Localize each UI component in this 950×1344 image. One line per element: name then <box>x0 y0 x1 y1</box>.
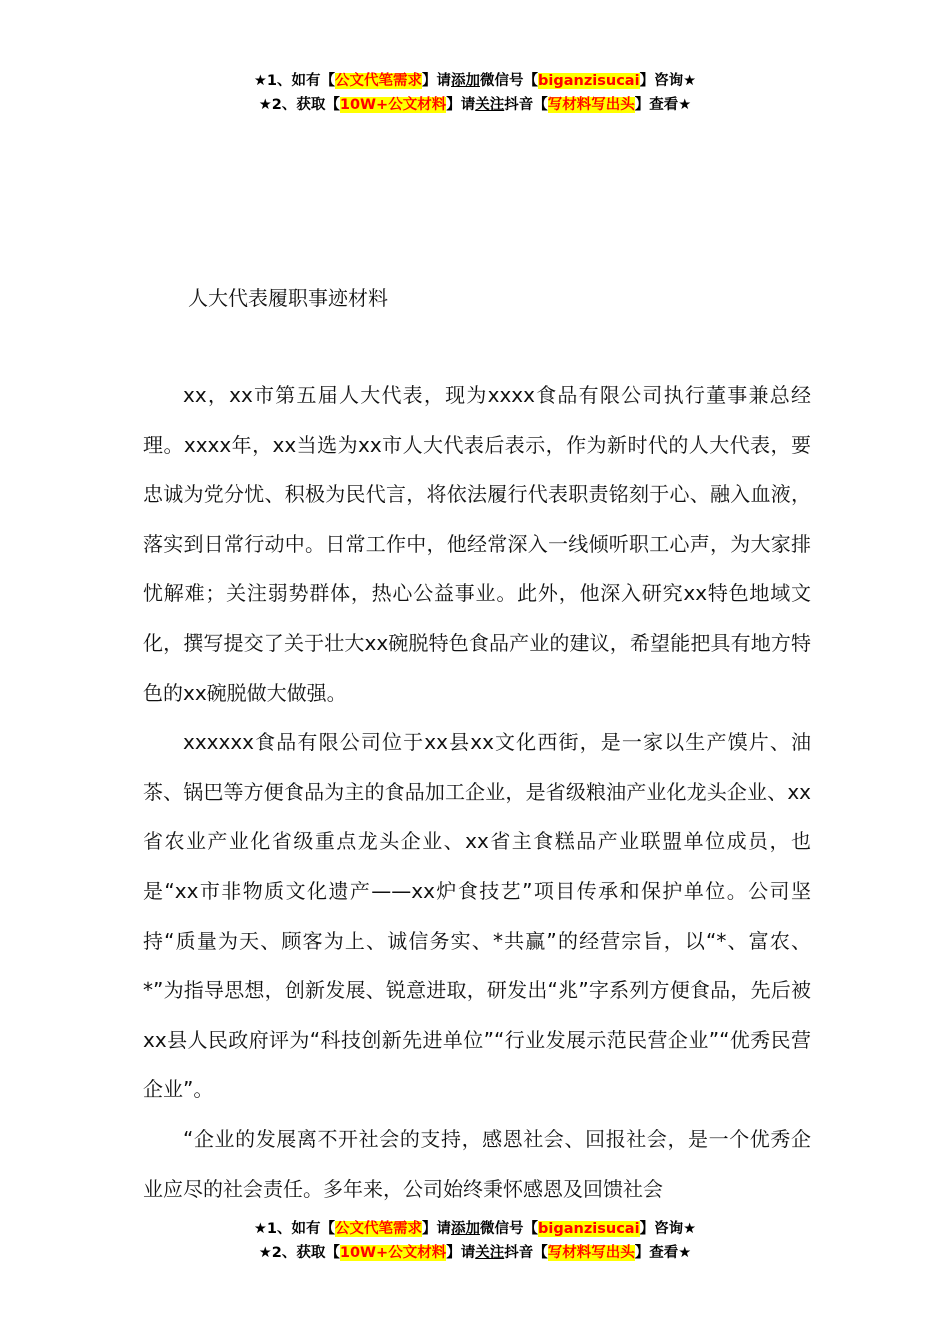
banner-underlined: 关注 <box>475 1245 505 1261</box>
banner-text: 】查看★ <box>634 97 692 113</box>
banner-text: 】咨询★ <box>639 1221 697 1237</box>
banner-line-2 <box>0 93 950 117</box>
douyin-account: 写材料写出头 <box>547 1245 635 1261</box>
banner-underlined: 关注 <box>475 97 505 113</box>
banner-text: 】查看★ <box>634 1245 692 1261</box>
banner-text: 】请 <box>446 97 476 113</box>
banner-text: ★1、如有【 <box>253 73 336 89</box>
document-title: 人大代表履职事迹材料 <box>188 286 388 310</box>
banner-text: ★2、获取【 <box>258 1245 340 1261</box>
banner-highlight: 10W+公文材料 <box>339 97 447 113</box>
banner-line-1 <box>0 69 950 93</box>
douyin-account: 写材料写出头 <box>547 97 635 113</box>
banner-text: 】请 <box>446 1245 476 1261</box>
banner-underlined: 添加 <box>451 1221 481 1237</box>
banner-highlight: 公文代笔需求 <box>335 1221 423 1237</box>
wechat-id: biganzisucai <box>538 1221 640 1237</box>
paragraph: xx，xx市第五届人大代表，现为xxxx食品有限公司执行董事兼总经理。xxxx年，xx当选为xx市人大代表后表示，作为新时代的人大代表，要忠诚为党分忧、积极为民代言，将依法履行代表职责铭刻于心、融入血液，落实到日常行动中。日常工作中，他经常深入一线倾听职工心声，为大家排忧解难；关注弱势群体，热心公益事业。此外，他深入研究xx特色地域文化，撰写提交了关于壮大xx碗脱特色食品产业的建议，希望能把具有地方特色的xx碗脱做大做强。 <box>143 383 811 705</box>
document-body <box>143 371 811 1214</box>
banner-text: 抖音【 <box>504 1245 548 1261</box>
banner-text: 微信号【 <box>480 1221 539 1237</box>
banner-text: 抖音【 <box>504 97 548 113</box>
banner-text: ★2、获取【 <box>258 97 340 113</box>
paragraph: “企业的发展离不开社会的支持，感恩社会、回报社会，是一个优秀企业应尽的社会责任。多年来，公司始终秉怀感恩及回馈社会 <box>143 1126 811 1201</box>
banner-highlight: 10W+公文材料 <box>339 1245 447 1261</box>
banner-text: ★1、如有【 <box>253 1221 336 1237</box>
header-banner <box>0 69 950 117</box>
banner-highlight: 公文代笔需求 <box>335 73 423 89</box>
banner-text: 】请 <box>422 1221 452 1237</box>
banner-text: 】咨询★ <box>639 73 697 89</box>
banner-line-1 <box>0 1217 950 1241</box>
banner-line-2 <box>0 1241 950 1265</box>
banner-underlined: 添加 <box>451 73 481 89</box>
wechat-id: biganzisucai <box>538 73 640 89</box>
banner-text: 微信号【 <box>480 73 539 89</box>
footer-banner <box>0 1217 950 1265</box>
paragraph: xxxxxx食品有限公司位于xx县xx文化西街，是一家以生产馍片、油茶、锅巴等方便食品为主的食品加工企业，是省级粮油产业化龙头企业、xx省农业产业化省级重点龙头企业、xx省主食糕品产业联盟单位成员，也是“xx市非物质文化遗产——xx炉食技艺”项目传承和保护单位。公司坚持“质量为天、顾客为上、诚信务实、*共赢”的经营宗旨，以“*、富农、*”为指导思想，创新发展、锐意进取，研发出“兆”字系列方便食品，先后被xx县人民政府评为“科技创新先进单位”“行业发展示范民营企业”“优秀民营企业”。 <box>143 730 811 1102</box>
banner-text: 】请 <box>422 73 452 89</box>
